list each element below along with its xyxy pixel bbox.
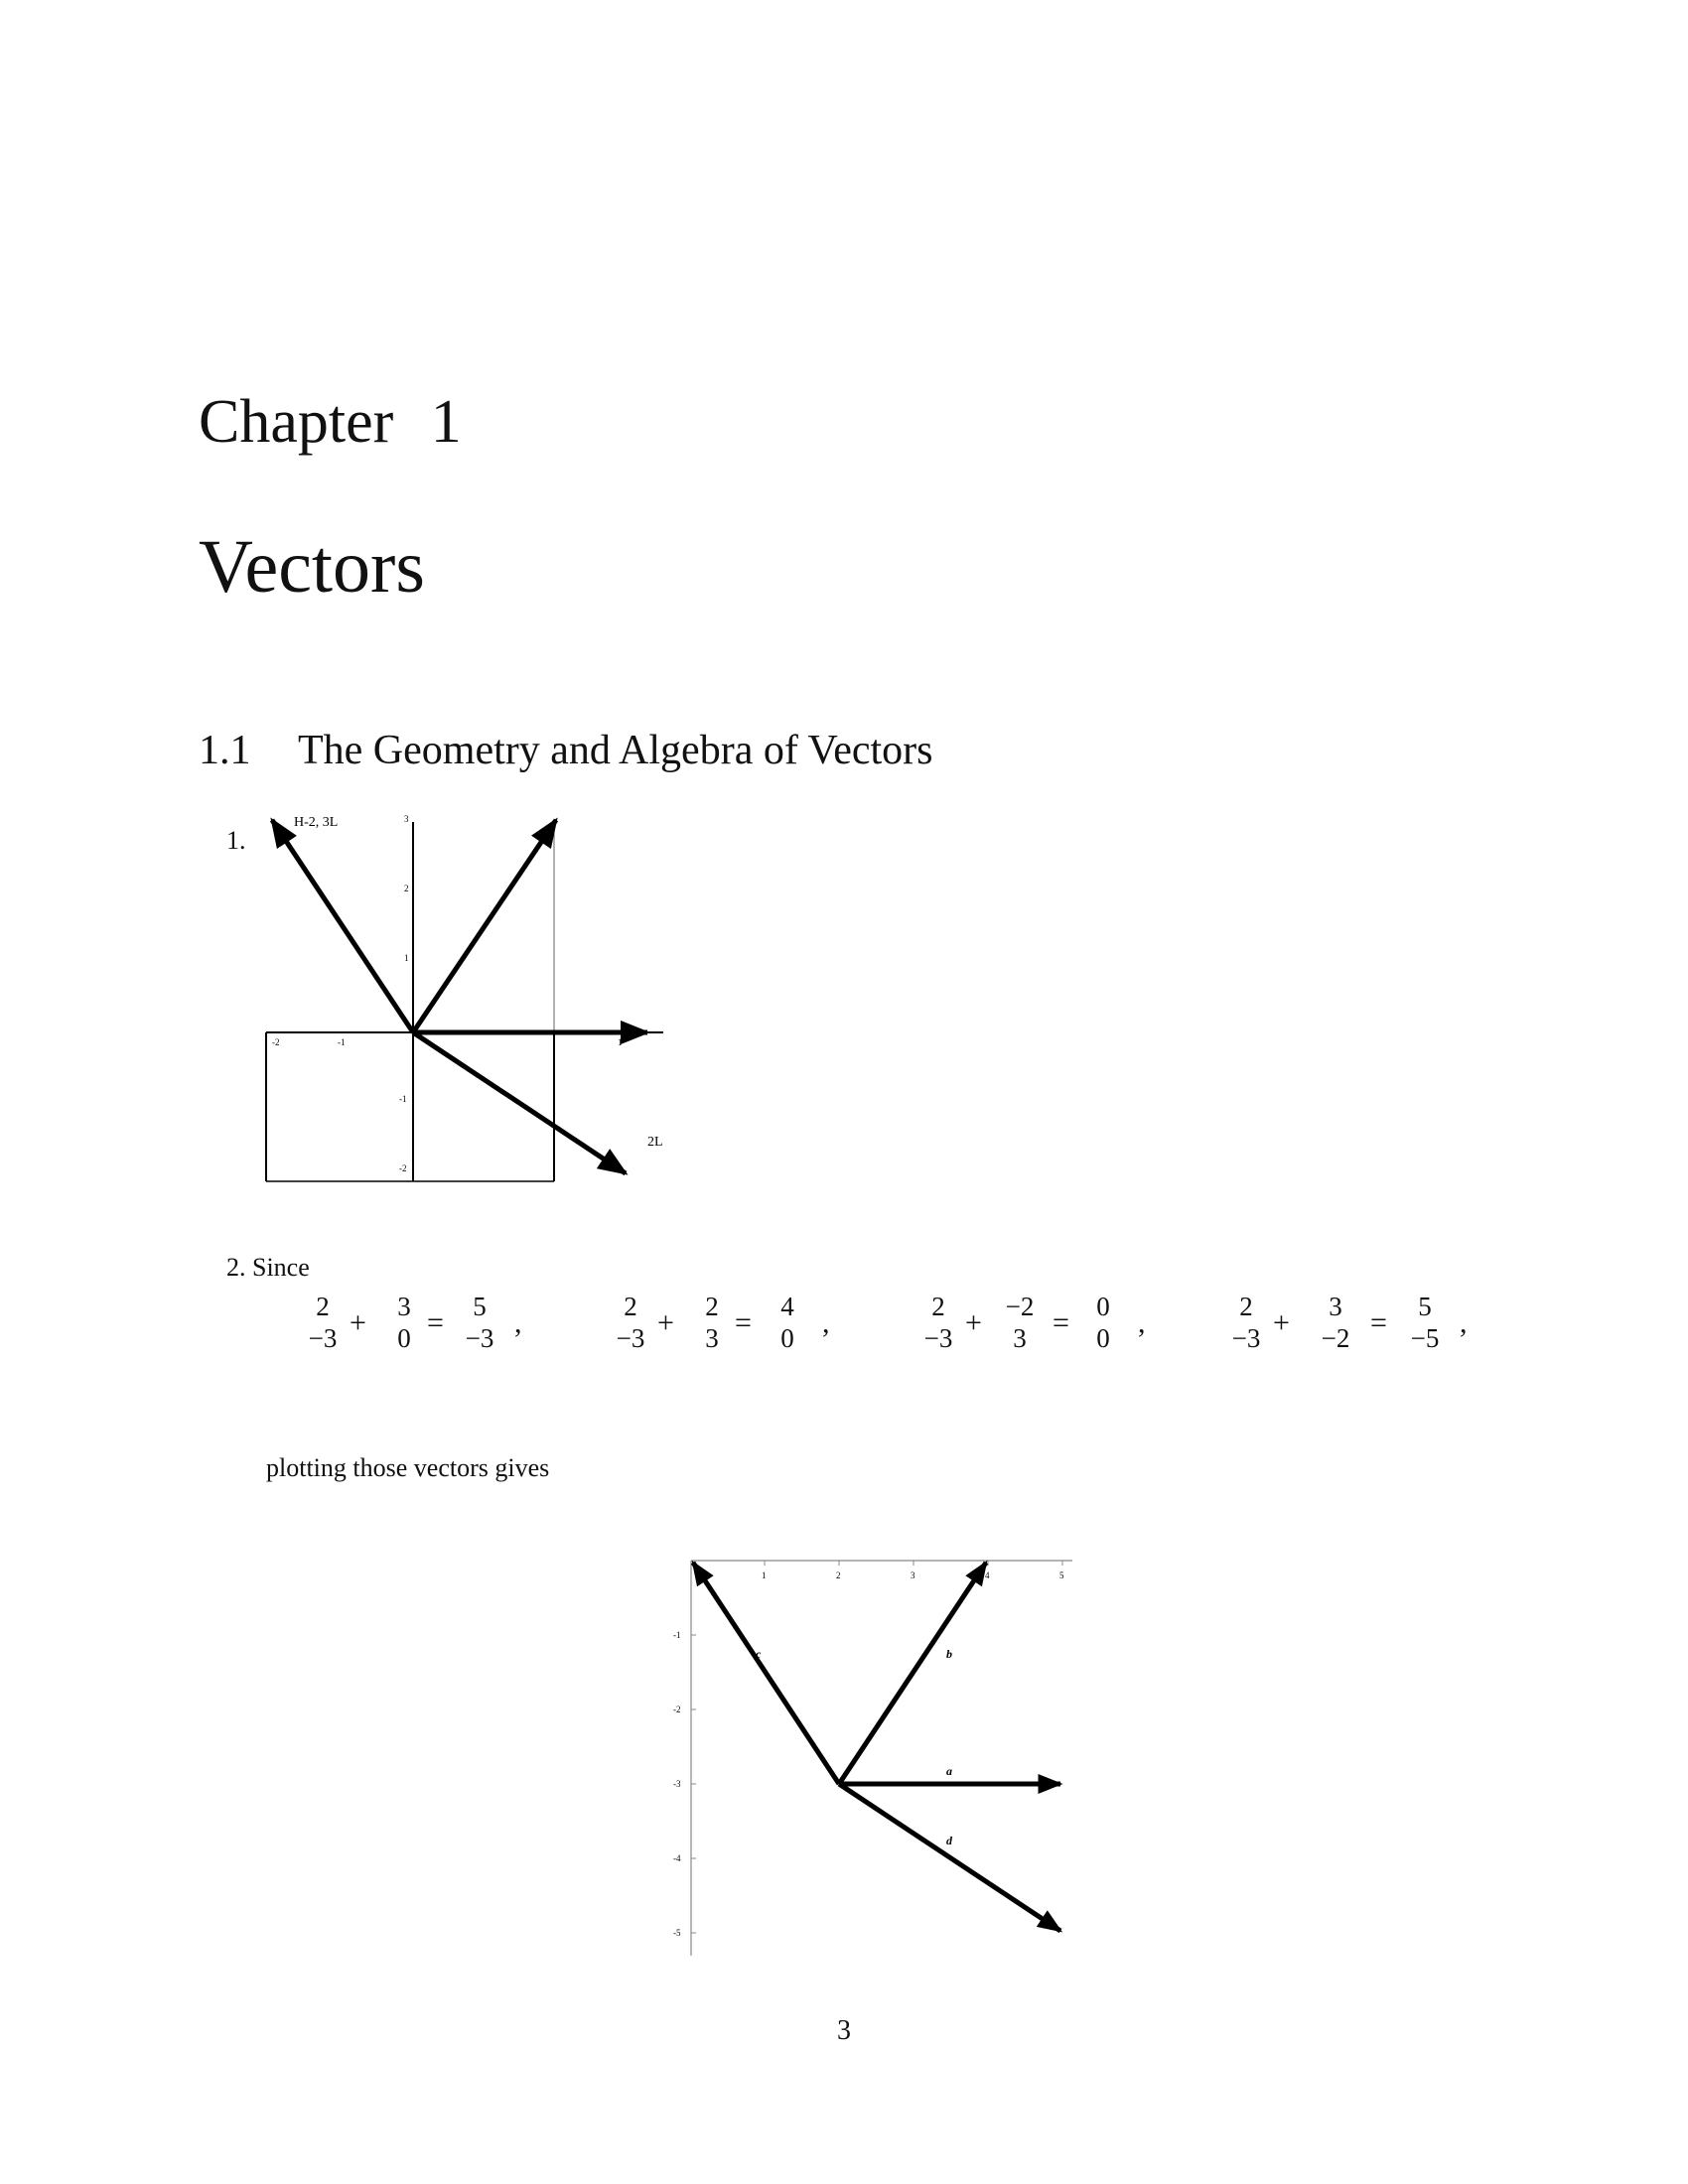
chapter-number: 1: [430, 388, 462, 456]
plus-sign: +: [1273, 1306, 1290, 1339]
entry: −3: [1231, 1323, 1261, 1353]
f2-xtick: 2: [836, 1570, 841, 1580]
vector-c: [693, 1563, 839, 1784]
vector-a: [904, 1291, 973, 1354]
vector-a: [596, 1291, 665, 1354]
vector-a: [288, 1291, 357, 1354]
figure-1-vectors: [272, 820, 647, 1173]
vector-b: [839, 1563, 986, 1784]
f1-ytick: -1: [399, 1094, 407, 1104]
plus-sign: +: [350, 1306, 366, 1339]
exercise-2-since: Since: [252, 1253, 310, 1282]
equals-sign: =: [1053, 1306, 1069, 1339]
f2-ytick: -4: [673, 1853, 681, 1863]
f2-ytick: -2: [673, 1705, 681, 1714]
vector-result: [1390, 1291, 1460, 1354]
f1-vector: [272, 820, 413, 1032]
equation: [904, 1291, 1162, 1370]
section-heading: [199, 727, 933, 774]
entry: 2: [624, 1292, 637, 1321]
f2-xtick: 5: [1059, 1570, 1064, 1580]
figure-2-y-ticks: [673, 1630, 696, 1938]
entry: 3: [1329, 1292, 1342, 1321]
f1-ytick: 3: [404, 814, 409, 824]
f2-xtick: 3: [911, 1570, 915, 1580]
entry: 0: [1096, 1323, 1110, 1353]
figure-2-x-ticks: [762, 1561, 1064, 1580]
vector-result: [1068, 1291, 1138, 1354]
equation: [596, 1291, 854, 1370]
entry: 3: [397, 1292, 411, 1321]
figure-1-x-ticks: [272, 1037, 623, 1047]
entry: −2: [1005, 1292, 1035, 1321]
figure-2: [665, 1549, 1082, 1966]
entry: 2: [316, 1292, 330, 1321]
figure-2-vectors: [693, 1563, 1060, 1931]
vector-b: [985, 1291, 1055, 1354]
entry: 0: [780, 1323, 794, 1353]
entry: −3: [616, 1323, 645, 1353]
label-c: c: [756, 1647, 762, 1661]
f1-xtick: -2: [272, 1037, 280, 1047]
exercise-2-number: 2.: [226, 1253, 246, 1282]
f1-ytick: -2: [399, 1163, 407, 1173]
equals-sign: =: [427, 1306, 444, 1339]
f2-xtick: 4: [985, 1570, 990, 1580]
entry: −3: [923, 1323, 953, 1353]
entry: −2: [1321, 1323, 1350, 1353]
comma: ,: [822, 1306, 830, 1339]
chapter-label: Chapter: [199, 388, 394, 456]
f1-vector: [413, 820, 556, 1032]
f1-xtick: -1: [338, 1037, 346, 1047]
equation: [288, 1291, 546, 1370]
figure-1: [248, 804, 665, 1201]
f1-ytick: 2: [404, 884, 409, 893]
figure-1-frame: [266, 822, 663, 1181]
vector-result: [445, 1291, 514, 1354]
section-number: 1.1: [199, 728, 251, 773]
entry: 3: [1013, 1323, 1027, 1353]
f2-xtick: 1: [762, 1570, 767, 1580]
entry: 0: [397, 1323, 411, 1353]
vector-result: [753, 1291, 822, 1354]
entry: −3: [465, 1323, 494, 1353]
f1-vector: [413, 1032, 626, 1173]
entry: 5: [1418, 1292, 1432, 1321]
entry: 2: [705, 1292, 719, 1321]
page-number: 3: [837, 2015, 851, 2046]
exercise-1-number: 1.: [226, 826, 246, 855]
entry: 2: [931, 1292, 945, 1321]
plus-sign: +: [657, 1306, 674, 1339]
f1-label-upper-left: H-2, 3L: [294, 815, 339, 830]
equals-sign: =: [1370, 1306, 1387, 1339]
vector-d: [839, 1784, 1060, 1931]
entry: 3: [705, 1323, 719, 1353]
entry: 0: [1096, 1292, 1110, 1321]
comma: ,: [1138, 1306, 1146, 1339]
f2-ytick: -5: [673, 1928, 681, 1938]
figure-1-y-ticks: [399, 814, 409, 1173]
label-a: a: [946, 1764, 952, 1778]
plus-sign: +: [965, 1306, 982, 1339]
f2-ytick: -3: [673, 1779, 681, 1789]
entry: −3: [308, 1323, 338, 1353]
f1-xtick: 1: [618, 1037, 623, 1047]
section-title: The Geometry and Algebra of Vectors: [298, 728, 933, 773]
vector-a: [1211, 1291, 1281, 1354]
exercise-2-intro: [226, 1253, 310, 1283]
figure-2-axes: [691, 1561, 1072, 1956]
label-b: b: [946, 1647, 952, 1661]
label-d: d: [946, 1834, 952, 1847]
equation: [1211, 1291, 1489, 1370]
comma: ,: [1460, 1306, 1468, 1339]
f1-ytick: 1: [404, 953, 409, 963]
f2-ytick: -1: [673, 1630, 681, 1640]
entry: 4: [780, 1292, 794, 1321]
chapter-heading: [199, 387, 462, 458]
figure-2-vector-labels: [756, 1647, 953, 1847]
chapter-title: Vectors: [199, 525, 425, 609]
entry: 2: [1239, 1292, 1253, 1321]
f1-label-lower-right: 2L: [647, 1135, 663, 1150]
entry: −5: [1410, 1323, 1440, 1353]
equations-row: [288, 1291, 1499, 1370]
equals-sign: =: [735, 1306, 752, 1339]
entry: 5: [473, 1292, 487, 1321]
exercise-2-after: plotting those vectors gives: [266, 1453, 550, 1482]
vector-b: [1301, 1291, 1370, 1354]
comma: ,: [514, 1306, 522, 1339]
